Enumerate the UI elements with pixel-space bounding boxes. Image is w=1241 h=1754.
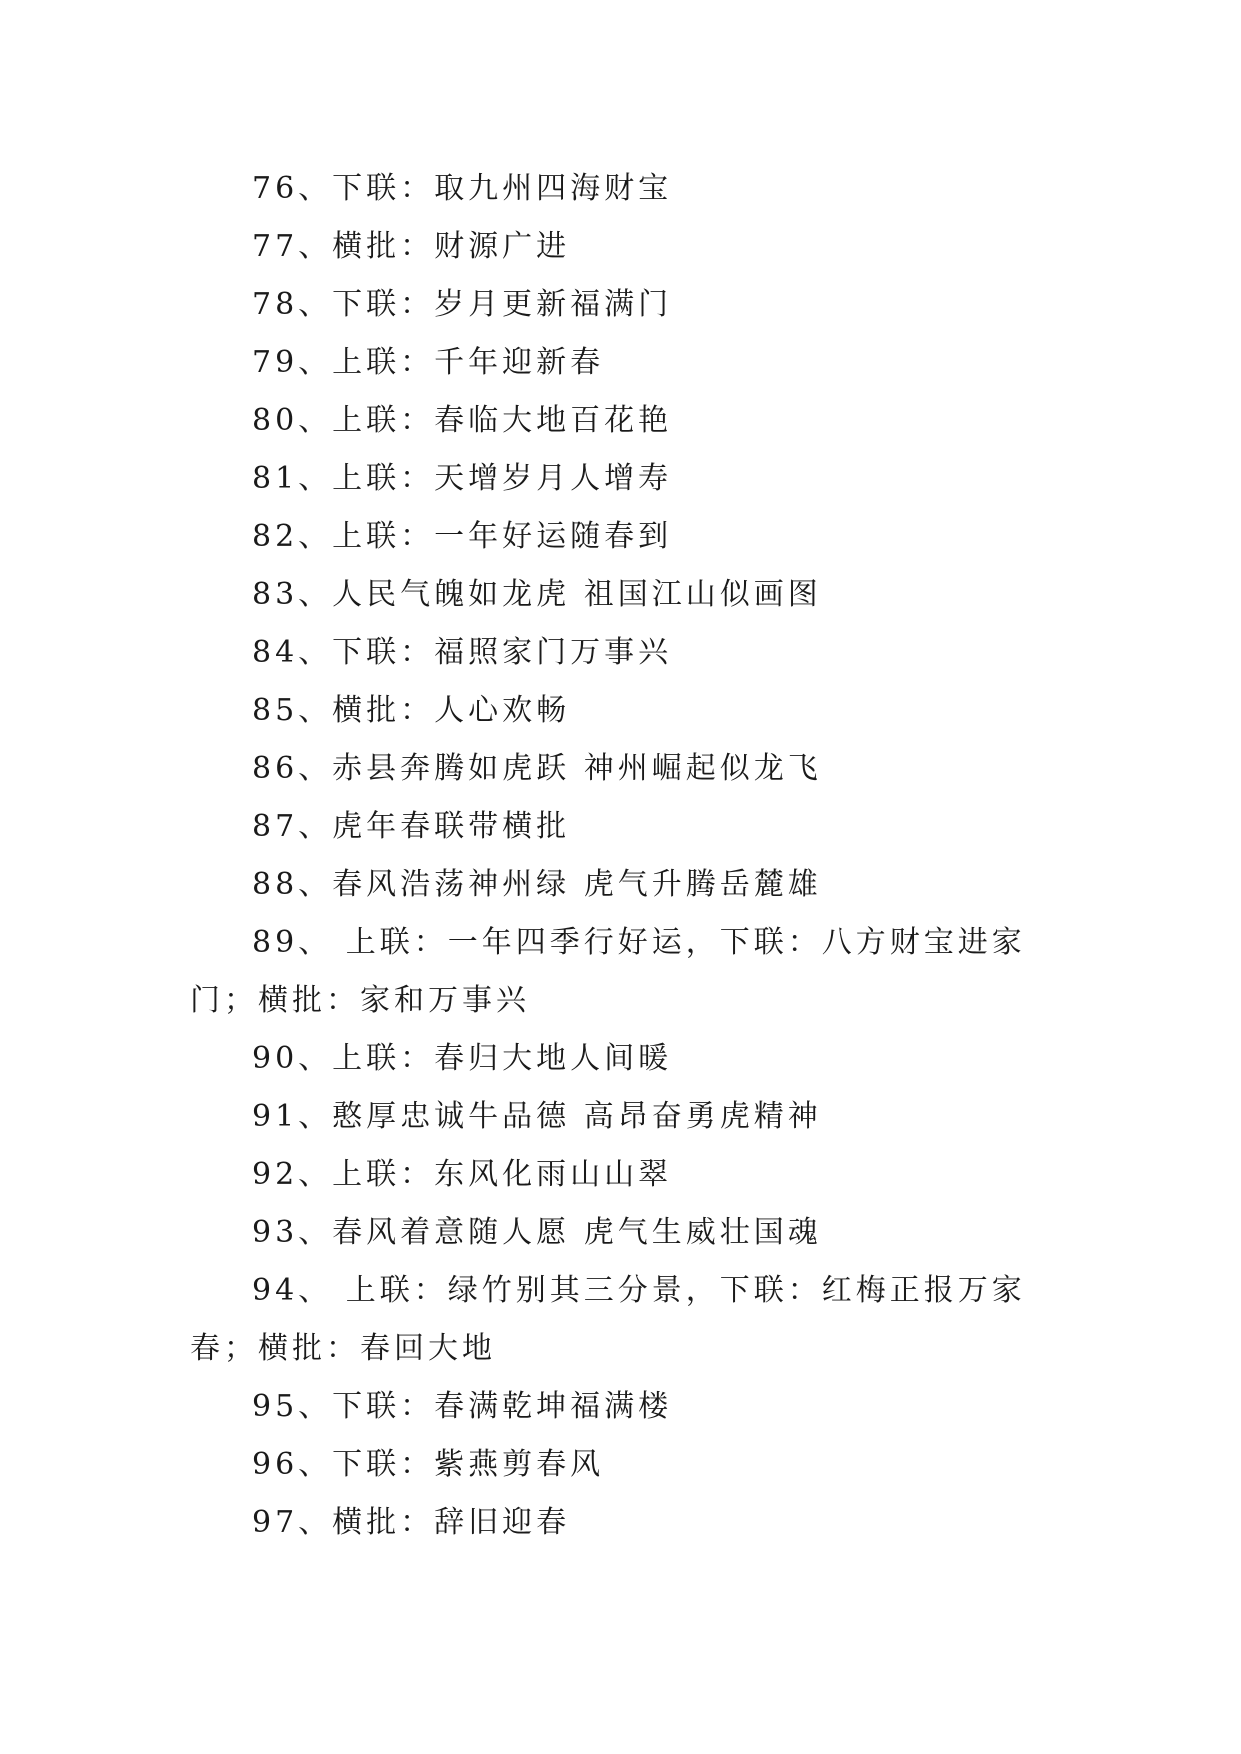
list-item: 83、人民气魄如龙虎 祖国江山似画图: [252, 577, 822, 612]
list-item: 77、横批：财源广进: [252, 229, 571, 264]
list-item: 79、上联：千年迎新春: [252, 345, 605, 380]
list-item: 88、春风浩荡神州绿 虎气升腾岳麓雄: [252, 867, 822, 902]
list-item: 86、赤县奔腾如虎跃 神州崛起似龙飞: [252, 751, 822, 786]
list-item: 80、上联：春临大地百花艳: [252, 403, 673, 438]
list-item: 89、 上联：一年四季行好运，下联：八方财宝进家门；横批：家和万事兴: [190, 925, 1026, 1018]
document-body: [190, 160, 1070, 1552]
list-item: 96、下联：紫燕剪春风: [252, 1447, 605, 1482]
list-item: 85、横批：人心欢畅: [252, 693, 571, 728]
list-item: 97、横批：辞旧迎春: [252, 1505, 571, 1540]
list-item: 84、下联：福照家门万事兴: [252, 635, 673, 670]
list-item: 91、憨厚忠诚牛品德 高昂奋勇虎精神: [252, 1099, 822, 1134]
list-item: 78、下联：岁月更新福满门: [252, 287, 673, 322]
list-item: 87、虎年春联带横批: [252, 809, 571, 844]
list-item: 92、上联：东风化雨山山翠: [252, 1157, 673, 1192]
list-item: 93、春风着意随人愿 虎气生威壮国魂: [252, 1215, 822, 1250]
list-item: 76、下联：取九州四海财宝: [252, 171, 673, 206]
list-item: 95、下联：春满乾坤福满楼: [252, 1389, 673, 1424]
list-item: 81、上联：天增岁月人增寿: [252, 461, 673, 496]
list-item: 94、 上联：绿竹别其三分景，下联：红梅正报万家春；横批：春回大地: [190, 1273, 1026, 1366]
list-item: 90、上联：春归大地人间暖: [252, 1041, 673, 1076]
list-item: 82、上联：一年好运随春到: [252, 519, 673, 554]
